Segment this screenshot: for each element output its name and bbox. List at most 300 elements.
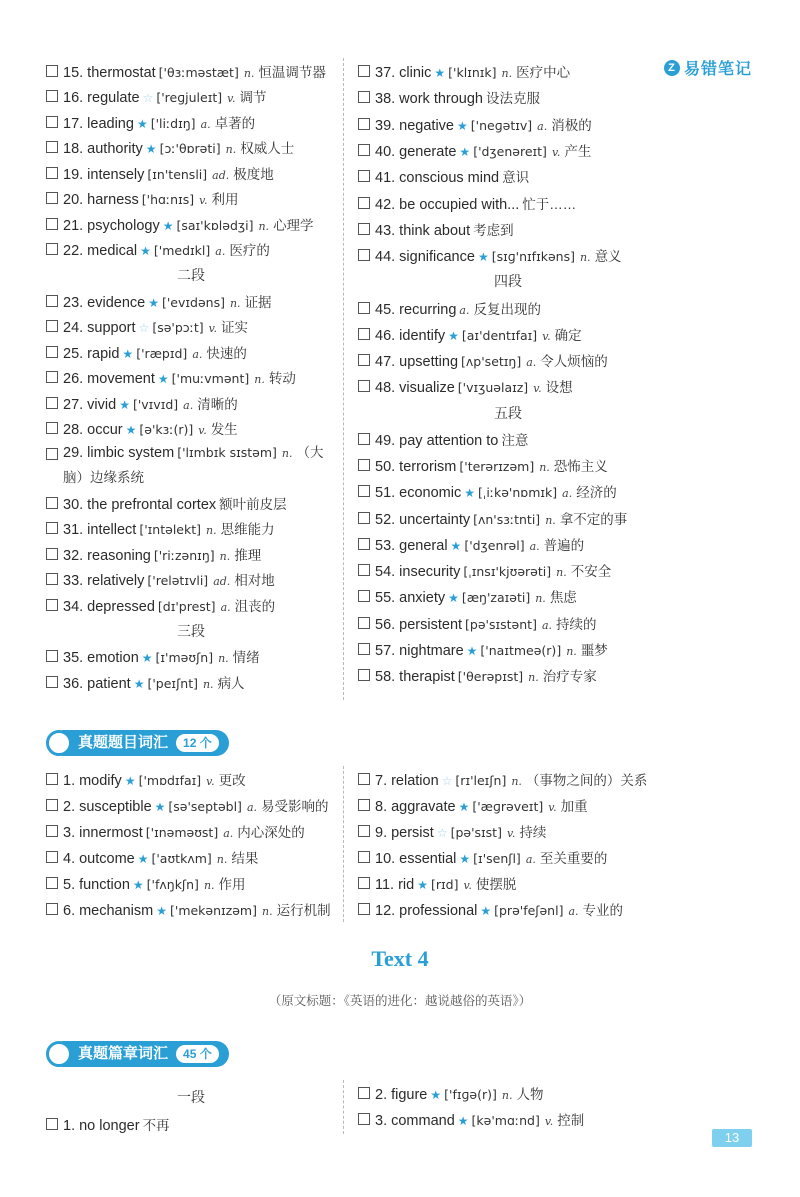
star-icon: ★ xyxy=(450,538,462,553)
phonetic: ['neɡətɪv] xyxy=(470,117,533,133)
phonetic: [ɔː'θɒrəti] xyxy=(159,141,221,157)
checkbox[interactable] xyxy=(358,459,370,471)
vocab-entry xyxy=(375,586,577,606)
part-of-speech: ad. xyxy=(213,575,231,589)
checkbox[interactable] xyxy=(358,144,370,156)
vocab-entry xyxy=(375,455,608,475)
checkbox[interactable] xyxy=(358,485,370,497)
checkbox[interactable] xyxy=(358,223,370,235)
phonetic: ['aʊtkʌm] xyxy=(151,851,212,866)
vocab-entry xyxy=(375,639,608,659)
vocab-word: relation xyxy=(391,773,439,789)
star-icon: ★ xyxy=(124,774,136,788)
vocab-word: movement xyxy=(87,371,155,388)
vocab-word: patient xyxy=(87,675,131,692)
part-of-speech: n. xyxy=(281,447,293,460)
checkbox[interactable] xyxy=(358,564,370,576)
item-number: 35. xyxy=(63,650,84,667)
part-of-speech: a. xyxy=(568,905,579,918)
part-of-speech: a. xyxy=(529,539,540,553)
phonetic: [ə'kɜː(r)] xyxy=(139,422,194,438)
definition: 焦虑 xyxy=(549,590,577,606)
checkbox[interactable] xyxy=(46,1118,58,1130)
vocab-word: identify xyxy=(399,327,446,344)
definition: 转动 xyxy=(268,371,296,387)
vocab-word: no longer xyxy=(79,1118,140,1134)
checkbox[interactable] xyxy=(358,249,370,261)
vocab-entry xyxy=(63,595,275,615)
phonetic: [rɪd] xyxy=(430,877,459,892)
checkbox[interactable] xyxy=(46,548,58,560)
vocab-entry xyxy=(375,298,541,318)
definition: 考虑到 xyxy=(473,222,514,238)
checkbox[interactable] xyxy=(46,650,58,662)
vocab-item xyxy=(46,288,336,314)
definition: 沮丧的 xyxy=(234,598,276,614)
definition: 权威人士 xyxy=(240,141,295,157)
checkbox[interactable] xyxy=(358,380,370,392)
checkbox[interactable] xyxy=(358,118,370,130)
vocab-entry xyxy=(63,61,326,81)
vocab-word: essential xyxy=(399,851,457,867)
vocab-item xyxy=(46,390,336,416)
item-number: 24. xyxy=(63,320,84,337)
checkbox[interactable] xyxy=(358,302,370,314)
vocab-item xyxy=(358,583,658,609)
phonetic: [ˌɪnsɪ'kjʊərəti] xyxy=(463,564,552,580)
text-heading: Text 4 xyxy=(371,946,429,971)
definition: 人物 xyxy=(516,1087,544,1102)
item-number: 53. xyxy=(375,537,396,554)
vocab-entry xyxy=(375,166,529,186)
vocab-entry xyxy=(375,534,584,554)
checkbox[interactable] xyxy=(358,91,370,103)
checkbox[interactable] xyxy=(358,825,370,837)
item-number: 19. xyxy=(63,166,84,183)
item-number: 7. xyxy=(375,773,388,789)
checkbox[interactable] xyxy=(358,65,370,77)
checkbox[interactable] xyxy=(358,669,370,681)
definition: 设想 xyxy=(545,380,573,396)
vocab-entry xyxy=(375,481,617,501)
vocab-item xyxy=(358,84,658,110)
star-icon: ★ xyxy=(119,397,130,412)
paragraph-heading: 三段 xyxy=(177,622,205,639)
checkbox[interactable] xyxy=(358,328,370,340)
item-number: 57. xyxy=(375,643,396,660)
item-number: 9. xyxy=(375,825,388,841)
part-of-speech: n. xyxy=(566,645,577,659)
vocab-word: uncertainty xyxy=(399,511,471,528)
definition: 作用 xyxy=(218,877,246,892)
definition: 加重 xyxy=(560,799,588,814)
definition: 注意 xyxy=(501,432,529,448)
part-of-speech: a. xyxy=(459,303,470,317)
part-of-speech: v. xyxy=(227,92,236,106)
vocab-item xyxy=(46,818,336,844)
definition: 专业的 xyxy=(582,903,624,918)
definition: 使摆脱 xyxy=(475,877,517,892)
star-outline-icon: ☆ xyxy=(138,321,150,336)
vocab-item xyxy=(46,490,336,516)
checkbox[interactable] xyxy=(46,903,58,915)
part-of-speech: n. xyxy=(501,67,513,81)
checkbox[interactable] xyxy=(358,877,370,889)
definition: 推理 xyxy=(234,547,262,563)
banner-title: 真题篇章词汇 xyxy=(78,1045,169,1062)
vocab-word: limbic system xyxy=(87,445,175,461)
vocab-entry xyxy=(63,112,255,132)
star-icon: ★ xyxy=(162,218,174,233)
checkbox[interactable] xyxy=(358,170,370,182)
checkbox[interactable] xyxy=(358,538,370,550)
vocab-item xyxy=(358,844,658,870)
star-icon: ★ xyxy=(457,1114,469,1128)
part-of-speech: n. xyxy=(579,251,591,265)
part-of-speech: a. xyxy=(526,356,537,370)
part-of-speech: a. xyxy=(215,245,226,259)
vocab-word: mechanism xyxy=(79,903,154,919)
vocab-word: figure xyxy=(391,1087,428,1103)
part-of-speech: n. xyxy=(225,143,237,157)
vocab-entry xyxy=(375,847,607,867)
phonetic: [pə'sɪst] xyxy=(450,825,502,840)
vocab-entry xyxy=(63,769,246,789)
vocab-entry xyxy=(63,316,248,336)
vocab-entry xyxy=(375,665,597,685)
item-number: 32. xyxy=(63,547,84,564)
definition: 利用 xyxy=(211,192,239,208)
part-of-speech: ad. xyxy=(212,168,230,182)
vocab-word: conscious mind xyxy=(399,170,500,187)
vocab-entry xyxy=(375,873,516,893)
word-count-badge: 12 个 xyxy=(176,734,219,752)
item-number: 1. xyxy=(63,773,76,789)
vocab-entry xyxy=(63,847,258,867)
star-icon: ★ xyxy=(145,142,157,157)
checkbox[interactable] xyxy=(46,116,58,128)
definition: 确定 xyxy=(554,327,582,343)
checkbox[interactable] xyxy=(358,512,370,524)
item-number: 16. xyxy=(63,90,84,107)
checkbox[interactable] xyxy=(46,773,58,785)
checkbox[interactable] xyxy=(46,599,58,611)
vocab-word: intensely xyxy=(87,166,145,183)
vocab-item xyxy=(46,1110,336,1138)
item-number: 43. xyxy=(375,222,396,239)
vocab-word: think about xyxy=(399,222,471,239)
checkbox[interactable] xyxy=(46,676,58,688)
part-of-speech: n. xyxy=(545,513,556,527)
vocab-word: clinic xyxy=(399,65,432,82)
star-icon: ★ xyxy=(457,118,468,133)
checkbox[interactable] xyxy=(358,590,370,602)
vocab-word: outcome xyxy=(79,851,135,867)
vocab-entry xyxy=(375,61,570,81)
checkbox[interactable] xyxy=(358,1113,370,1125)
checkbox[interactable] xyxy=(46,522,58,534)
column-divider xyxy=(343,766,344,922)
vocab-word: leading xyxy=(87,115,134,132)
part-of-speech: v. xyxy=(506,827,516,840)
checkbox[interactable] xyxy=(46,218,58,230)
phonetic: [saɪ'kɒlədʒi] xyxy=(176,217,254,233)
definition: 医疗中心 xyxy=(516,65,571,81)
vocab-entry xyxy=(63,493,287,513)
vocab-item xyxy=(46,211,336,237)
item-number: 51. xyxy=(375,485,396,502)
part-of-speech: n. xyxy=(203,879,215,892)
definition: 意识 xyxy=(502,170,530,186)
checkbox[interactable] xyxy=(358,197,370,209)
vocab-word: therapist xyxy=(399,669,455,686)
part-of-speech: v. xyxy=(551,146,561,160)
definition: 持续 xyxy=(519,825,547,840)
star-icon: ★ xyxy=(132,878,144,892)
definition: 心理学 xyxy=(273,217,314,233)
vocab-item xyxy=(358,766,658,792)
vocab-entry xyxy=(63,899,331,919)
vocab-item xyxy=(358,373,658,399)
checkbox[interactable] xyxy=(46,825,58,837)
checkbox[interactable] xyxy=(358,799,370,811)
vocab-entry xyxy=(375,429,528,449)
checkbox[interactable] xyxy=(46,90,58,102)
item-number: 20. xyxy=(63,192,84,209)
phonetic: [ʌn'sɜːtnti] xyxy=(473,511,541,527)
checkbox[interactable] xyxy=(46,799,58,811)
part-of-speech: n. xyxy=(243,66,255,80)
checkbox[interactable] xyxy=(358,643,370,655)
star-icon: ★ xyxy=(122,346,134,361)
vocab-item xyxy=(358,792,658,818)
vocab-entry xyxy=(63,137,294,157)
item-number: 56. xyxy=(375,616,396,633)
vocab-entry xyxy=(375,508,627,528)
brand-logo xyxy=(664,56,752,79)
vocab-item xyxy=(46,441,336,490)
item-number: 6. xyxy=(63,903,76,919)
checkbox[interactable] xyxy=(46,877,58,889)
vocab-item xyxy=(358,347,658,373)
vocab-item xyxy=(46,541,336,567)
item-number: 27. xyxy=(63,396,84,413)
phonetic: ['riːzənɪŋ] xyxy=(153,547,215,563)
vocab-word: reasoning xyxy=(87,547,151,564)
phonetic: ['vɪvɪd] xyxy=(132,396,179,412)
vocab-item xyxy=(358,870,658,896)
magnifier-icon xyxy=(46,1041,72,1067)
phonetic: ['klɪnɪk] xyxy=(448,65,497,81)
definition: 证实 xyxy=(221,320,249,336)
banner-title: 真题题目词汇 xyxy=(78,734,169,751)
vocab-word: generate xyxy=(399,144,457,161)
vocab-item xyxy=(358,58,658,84)
definition: 拿不定的事 xyxy=(559,511,628,527)
vocab-entry xyxy=(375,899,623,919)
item-number: 36. xyxy=(63,675,84,692)
checkbox[interactable] xyxy=(46,422,58,434)
vocab-item xyxy=(46,339,336,365)
phonetic: ['θerəpɪst] xyxy=(457,669,524,685)
checkbox[interactable] xyxy=(46,346,58,358)
star-icon: ★ xyxy=(136,116,148,131)
column-divider xyxy=(343,58,344,700)
vocab-item xyxy=(358,478,658,504)
section-banner-passage-words xyxy=(46,1040,229,1068)
vocab-entry xyxy=(63,239,270,259)
definition: （大脑）边缘系统 xyxy=(63,445,324,485)
vocab-entry xyxy=(63,86,267,106)
definition: 设法克服 xyxy=(486,91,540,107)
definition: 病人 xyxy=(217,675,245,691)
vocab-entry xyxy=(375,1109,584,1129)
checkbox[interactable] xyxy=(358,433,370,445)
part-of-speech: v. xyxy=(533,382,542,396)
definition: 易受影响的 xyxy=(261,799,329,814)
vocab-item xyxy=(358,137,658,163)
phonetic: ['θɜːməstæt] xyxy=(158,64,239,80)
checkbox[interactable] xyxy=(358,354,370,366)
star-icon: ★ xyxy=(133,676,145,691)
vocab-entry xyxy=(63,518,275,538)
vocab-item xyxy=(46,416,336,442)
vocab-entry xyxy=(63,544,261,564)
part-of-speech: n. xyxy=(539,461,550,474)
vocab-entry xyxy=(375,350,608,370)
vocab-item xyxy=(46,592,336,618)
checkbox[interactable] xyxy=(46,851,58,863)
vocab-item xyxy=(358,610,658,636)
vocab-item xyxy=(46,896,336,922)
vocab-item xyxy=(46,567,336,593)
part-of-speech: n. xyxy=(219,549,231,563)
star-icon: ★ xyxy=(141,651,153,666)
star-outline-icon: ☆ xyxy=(142,91,154,106)
checkbox[interactable] xyxy=(358,851,370,863)
star-icon: ★ xyxy=(477,250,489,265)
item-number: 40. xyxy=(375,144,396,161)
vocab-entry xyxy=(63,367,296,387)
vocab-item xyxy=(46,516,336,542)
phonetic: [ɪn'tensli] xyxy=(147,166,208,182)
passage-words-left xyxy=(46,1084,336,1138)
vocab-word: harness xyxy=(87,192,139,209)
vocab-entry xyxy=(375,1083,544,1103)
vocab-item xyxy=(358,189,658,215)
phonetic: ['dʒenəreɪt] xyxy=(473,144,547,160)
checkbox[interactable] xyxy=(46,573,58,585)
phonetic: ['peɪʃnt] xyxy=(147,675,198,691)
vocab-word: pay attention to xyxy=(399,432,499,449)
definition: 不安全 xyxy=(570,564,612,580)
checkbox[interactable] xyxy=(46,141,58,153)
vocab-word: insecurity xyxy=(399,564,461,581)
item-number: 15. xyxy=(63,64,84,81)
vocab-item xyxy=(46,237,336,263)
vocab-item xyxy=(46,109,336,135)
vocab-word: economic xyxy=(399,485,462,502)
vocab-entry xyxy=(63,646,260,666)
item-number: 25. xyxy=(63,345,84,362)
star-icon: ★ xyxy=(458,800,470,814)
item-number: 4. xyxy=(63,851,76,867)
vocab-item xyxy=(46,314,336,340)
definition: 清晰的 xyxy=(197,396,238,412)
star-icon: ★ xyxy=(156,904,167,918)
definition: 极度地 xyxy=(233,166,274,182)
checkbox[interactable] xyxy=(46,243,58,255)
definition: （事物之间的）关系 xyxy=(525,773,648,788)
checkbox[interactable] xyxy=(46,65,58,77)
vocab-item xyxy=(358,1080,658,1106)
phonetic: ['medɪkl] xyxy=(153,243,211,259)
vocab-word: vivid xyxy=(87,396,117,413)
vocab-entry xyxy=(375,821,546,841)
vocab-item xyxy=(358,896,658,922)
phonetic: ['mekənɪzəm] xyxy=(170,903,257,918)
checkbox[interactable] xyxy=(46,192,58,204)
banner-label xyxy=(62,730,229,756)
checkbox[interactable] xyxy=(46,497,58,509)
item-number: 54. xyxy=(375,564,396,581)
vocab-word: general xyxy=(399,537,448,554)
item-number: 11. xyxy=(375,877,395,893)
checkbox[interactable] xyxy=(358,773,370,785)
part-of-speech: v. xyxy=(206,775,215,788)
vocab-entry xyxy=(63,795,329,815)
checkbox[interactable] xyxy=(358,903,370,915)
checkbox[interactable] xyxy=(358,1087,370,1099)
banner-label xyxy=(62,1041,229,1067)
phonetic: [pə'sɪstənt] xyxy=(465,616,537,632)
checkbox[interactable] xyxy=(46,448,58,460)
item-number: 41. xyxy=(375,170,396,187)
phonetic: ['fɪɡə(r)] xyxy=(444,1087,497,1102)
vocab-item xyxy=(46,844,336,870)
paragraph-heading: 一段 xyxy=(177,1089,205,1105)
part-of-speech: n. xyxy=(511,775,522,788)
checkbox[interactable] xyxy=(46,371,58,383)
checkbox[interactable] xyxy=(46,295,58,307)
vocab-entry xyxy=(375,245,622,265)
checkbox[interactable] xyxy=(358,617,370,629)
vocab-word: regulate xyxy=(87,90,140,107)
part-of-speech: a. xyxy=(223,827,234,840)
vocab-entry xyxy=(375,87,540,107)
part-of-speech: a. xyxy=(200,117,211,131)
vocab-entry xyxy=(375,795,588,815)
vocab-word: support xyxy=(87,320,136,337)
checkbox[interactable] xyxy=(46,397,58,409)
question-words-left xyxy=(46,766,336,922)
item-number: 3. xyxy=(375,1113,388,1129)
definition: 调节 xyxy=(239,90,267,106)
definition: 发生 xyxy=(210,422,238,438)
vocab-entry xyxy=(63,342,247,362)
checkbox[interactable] xyxy=(46,167,58,179)
part-of-speech: n. xyxy=(206,524,217,538)
vocab-word: anxiety xyxy=(399,590,446,607)
star-icon: ★ xyxy=(157,372,169,387)
phonetic: ['ɪnəməʊst] xyxy=(145,825,219,840)
definition: 快速的 xyxy=(206,345,247,361)
vocab-word: rid xyxy=(398,877,415,893)
definition: 情绪 xyxy=(232,650,260,666)
part-of-speech: n. xyxy=(202,677,214,691)
checkbox[interactable] xyxy=(46,320,58,332)
vocab-entry xyxy=(63,821,305,841)
